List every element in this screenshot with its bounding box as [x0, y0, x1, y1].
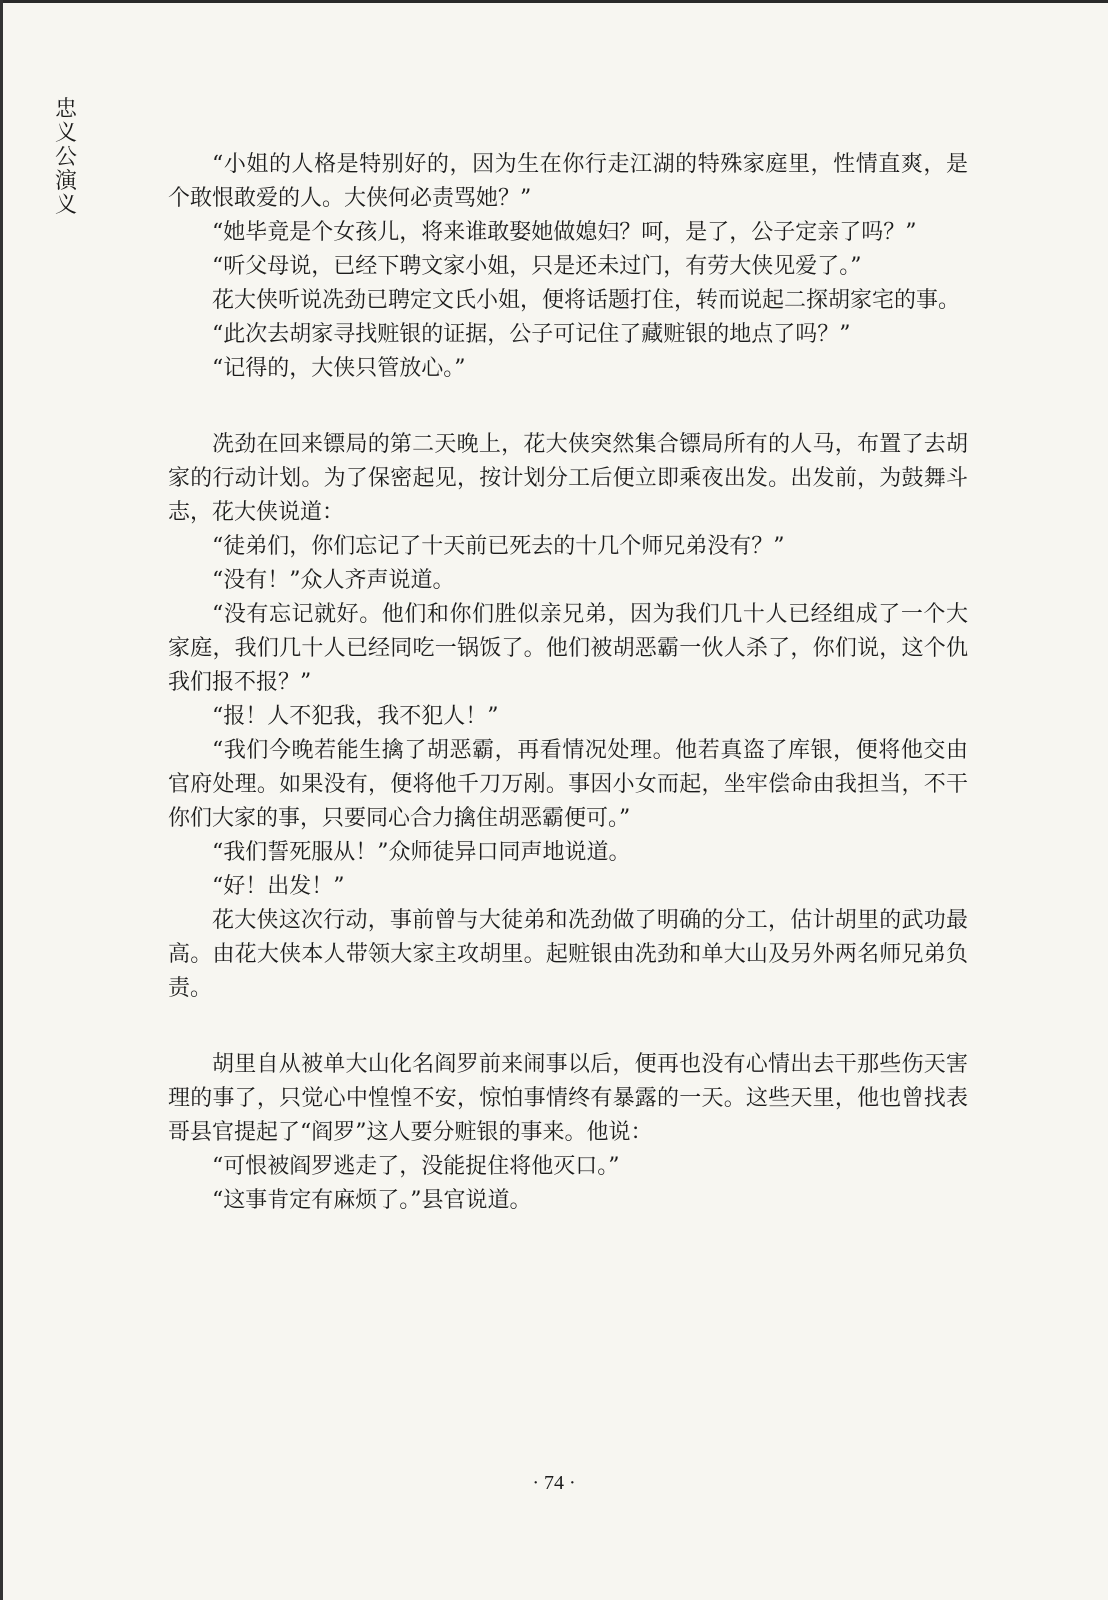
paragraph: “我们誓死服从！”众师徒异口同声地说道。 — [212, 840, 631, 865]
paragraph: “小姐的人格是特别好的，因为生在你行走江湖的特殊家庭里，性情直爽，是个敢恨敢爱的人。大侠何必责骂她？” — [168, 152, 968, 211]
page-scan-edge-top — [0, 0, 1108, 3]
paragraph: “我们今晚若能生擒了胡恶霸，再看情况处理。他若真盗了库银，便将他交由官府处理。如果没有，便将他千刀万剐。事因小女而起，坐牢偿命由我担当，不干你们大家的事，只要同心合力擒住胡恶霸便可。” — [168, 738, 968, 831]
paragraph: “好！出发！” — [212, 874, 345, 899]
paragraph: “此次去胡家寻找赃银的证据，公子可记住了藏赃银的地点了吗？” — [212, 322, 851, 347]
paragraph: “没有！”众人齐声说道。 — [212, 568, 455, 593]
page-number: · 74 · — [532, 1472, 576, 1494]
running-head-char: 忠 — [54, 97, 77, 122]
paragraph: “可恨被阎罗逃走了，没能捉住将他灭口。” — [212, 1154, 620, 1179]
paragraph: “这事肯定有麻烦了。”县官说道。 — [212, 1188, 532, 1213]
running-head-char: 公 — [54, 145, 77, 170]
paragraph: 冼劲在回来镖局的第二天晚上，花大侠突然集合镖局所有的人马，布置了去胡家的行动计划。为了保密起见，按计划分工后便立即乘夜出发。出发前，为鼓舞斗志，花大侠说道： — [168, 432, 968, 525]
paragraph: 花大侠听说冼劲已聘定文氏小姐，便将话题打住，转而说起二探胡家宅的事。 — [212, 288, 961, 313]
paragraph: “听父母说，已经下聘文家小姐，只是还未过门，有劳大侠见爱了。” — [212, 254, 862, 279]
paragraph: “她毕竟是个女孩儿，将来谁敢娶她做媳妇？呵，是了，公子定亲了吗？” — [212, 220, 917, 245]
running-head-char: 义 — [54, 121, 77, 146]
paragraph: 胡里自从被单大山化名阎罗前来闹事以后，便再也没有心情出去干那些伤天害理的事了，只觉心中惶惶不安，惊怕事情终有暴露的一天。这些天里，他也曾找表哥县官提起了“阎罗”这人要分赃银的事来。他说： — [168, 1052, 968, 1145]
paragraph: “徒弟们，你们忘记了十天前已死去的十几个师兄弟没有？” — [212, 534, 785, 559]
section-break — [168, 1006, 968, 1048]
page-scan-edge-left — [0, 0, 3, 1600]
running-head-char: 演 — [54, 169, 77, 194]
section-break — [168, 386, 968, 428]
paragraph: “没有忘记就好。他们和你们胜似亲兄弟，因为我们几十人已经组成了一个大家庭，我们几十人已经同吃一锅饭了。他们被胡恶霸一伙人杀了，你们说，这个仇我们报不报？” — [168, 602, 968, 695]
running-head-book-title — [52, 98, 80, 218]
running-head-char: 义 — [54, 193, 77, 218]
paragraph: “记得的，大侠只管放心。” — [212, 356, 466, 381]
body-text — [168, 148, 968, 1218]
paragraph: “报！人不犯我，我不犯人！” — [212, 704, 499, 729]
paragraph: 花大侠这次行动，事前曾与大徒弟和冼劲做了明确的分工，估计胡里的武功最高。由花大侠本人带领大家主攻胡里。起赃银由冼劲和单大山及另外两名师兄弟负责。 — [168, 908, 968, 1001]
